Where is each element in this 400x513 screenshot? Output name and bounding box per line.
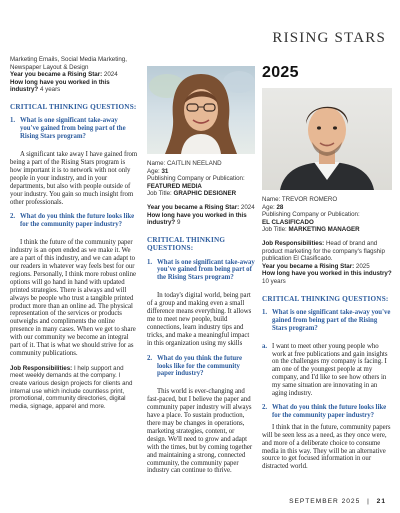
issue-date: SEPTEMBER 2025 [289,498,361,505]
question-1: 1. What is one significant take-away you've gained from being part of the Rising Stars program? [262,308,391,332]
profile-trevor [262,56,392,471]
critical-thinking-heading: CRITICAL THINKING QUESTIONS: [10,102,137,111]
became-star-line: Year you became a Rising Star: 2024 [10,71,118,79]
answer-2: I think the future of the community paper industry is an open ended as we make it. We are a part of this industry, and we can adapt to our readers in whatever way feels best for our regions. Personally, I think more robust online options will go hand in hand with updated printed strategies. There is always and will always be people who trust a tangible printed product more than an online ad. The physical representation of the services or products outweighs and compliments the online presence in many cases. When we get to share with our community we become an integral part of it. That is what we should strive for as community publications. [10,239,137,357]
job-responsibilities: Job Responsibilities: I help support and meet weekly demands at the company. I create various design projects for clients and internal use which include countless print, promotional, community directories, digital media, signage, apparel and more. [10,364,133,410]
answer-2: This world is ever-changing and fast-paced, but I believe the paper and community paper industry will always have a place. To sustain production, there may be changes in operations, marketing strategies, content, or design. We'll need to grow and adapt with the times, but by coming together and maintaining a strong, connected community, the community paper industry can continue to thrive. [147,388,253,475]
answer-1: A significant take away I have gained from being a part of the Rising Stars program is how important it is to network with not only people in your industry, and in your departments, but also with people outside of your industry. You gain so much insight from other professionals. [10,151,138,206]
job-title-line: Job Title: MARKETING MANAGER [262,226,360,234]
question-1: 1. What is one significant take-away you've gained from being part of the Rising Stars program? [147,258,255,282]
page-number: 21 [376,498,386,505]
company-label: Publishing Company or Publication: [147,175,245,183]
critical-thinking-heading: CRITICAL THINKING QUESTIONS: [262,294,389,303]
answer-1: a. I want to meet other young people who work at free publications and gain insights on the challenges my company is facing. I am one of the youngest people at my company, and I'd like to see how others in my same situation are innovating in an aging industry. [262,342,388,398]
question-2: 2. What do you think the future looks like for the community paper industry? [10,213,135,229]
name-line: Name: CAITLIN NEELAND [147,160,222,167]
company-name: EL CLASIFICADO [262,218,314,226]
industry-years-line: How long have you worked in this industry? 4 years [10,78,110,94]
company-name: FEATURED MEDIA [147,182,202,190]
answer-2: I think that in the future, community papers will be seen less as a need, as they once were, and more of a deliberate choice to consume media in this way. They will be an alternative source to get focused information in our distracted world. [262,423,391,471]
year-heading: 2025 [262,64,299,81]
section-title: RISING STARS [272,30,386,46]
job-responsibilities: Job Responsibilities: Head of brand and product marketing for the company's flagship publication El Clasificado. [262,239,385,263]
question-2: 2. What do you think the future looks like for the community paper industry? [262,404,387,419]
question-1: 1. What is one significant take-away you've gained from being part of the Rising Stars program? [10,117,126,141]
name-line: Name: TREVOR ROMERO [262,196,338,203]
became-star-line: Year you became a Rising Star: 2025 [262,262,370,270]
portrait-photo [147,66,255,154]
portrait-photo [262,88,392,190]
profile-caitlin [147,56,255,475]
question-2: 2. What do you think the future looks like for the community paper industry? [147,354,243,378]
continued-role: Marketing Emails, Social Media Marketing, Newspaper Layout & Design [10,56,127,71]
profile-continued [10,56,138,410]
industry-years-line: How long have you worked in this industry? 9 [147,211,247,227]
industry-years-line: How long have you worked in this industry? 10 years [262,270,392,285]
company-label: Publishing Company or Publication: [262,211,360,219]
page-footer [289,498,386,505]
portrait-illustration [262,88,392,190]
footer-separator: | [367,498,370,505]
job-title-line: Job Title: GRAPHIC DESIGNER [147,190,237,198]
age-line: Age: 31 [147,167,169,175]
answer-1: In today's digital world, being part of a group and making even a small difference means everything. It allows me to meet new people, build connections, learn industry tips and tricks, and make a meaningful impact in this organization using my skills [147,292,252,347]
portrait-illustration [147,66,255,154]
became-star-line: Year you became a Rising Star: 2024 [147,203,255,211]
age-line: Age: 28 [262,203,284,211]
critical-thinking-heading: CRITICAL THINKING QUESTIONS: [147,235,226,253]
